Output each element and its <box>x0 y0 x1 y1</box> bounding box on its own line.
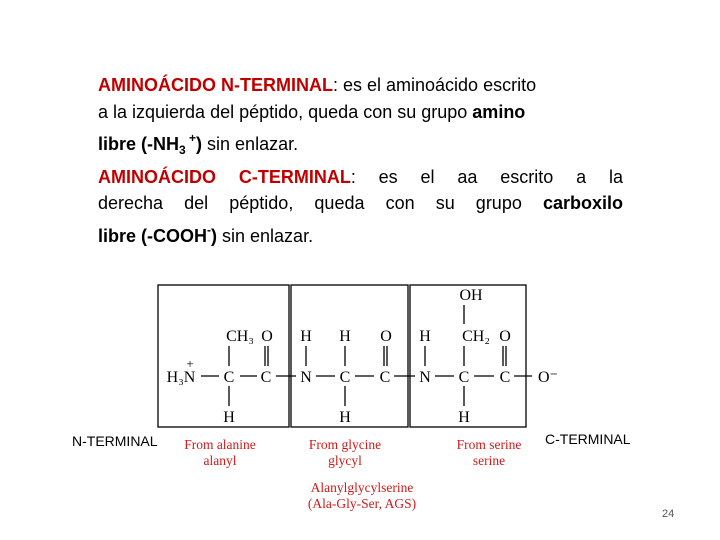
atom-oh: OH <box>459 287 483 304</box>
plus-charge: + <box>186 356 194 371</box>
label-glycyl: glycyl <box>328 453 362 468</box>
n-terminal-label: N-TERMINAL <box>72 433 158 449</box>
atom-o-minus: O⁻ <box>538 369 558 386</box>
c-terminal-title: AMINOÁCIDO C-TERMINAL <box>98 166 351 187</box>
label-from-serine: From serine <box>456 437 522 452</box>
atom-h-1: H <box>300 328 312 345</box>
alanine-box <box>158 285 289 427</box>
atom-ch2: CH₂ <box>462 328 490 345</box>
atom-h-5: H <box>339 409 351 426</box>
atom-o-3: O <box>499 328 511 345</box>
atom-n-1: N <box>300 369 312 386</box>
c-terminal-label: C-TERMINAL <box>545 431 631 447</box>
carboxilo-term: carboxilo <box>542 193 623 213</box>
label-from-alanine: From alanine <box>184 437 256 452</box>
n-terminal-title: AMINOÁCIDO N-TERMINAL <box>98 75 333 95</box>
label-serine: serine <box>472 453 506 468</box>
page-number: 24 <box>662 508 675 520</box>
cooh-formula: libre (-COOH-) <box>98 222 218 246</box>
nh3-formula: libre ($-NH_3$ +) <box>98 131 203 157</box>
atom-o-2: O <box>380 328 392 345</box>
atom-c-1: C <box>223 369 235 386</box>
atom-n-2: N <box>419 369 431 386</box>
atom-c-6: C <box>499 369 511 386</box>
serine-box <box>410 285 526 427</box>
amino-term: amino <box>472 101 526 122</box>
atom-h-2: H <box>339 328 351 345</box>
c-terminal-text-1: : es el aa escrito a la <box>350 166 623 187</box>
atom-o-1: O <box>261 328 273 345</box>
atom-h-3: H <box>419 328 431 345</box>
atom-c-5: C <box>458 369 470 386</box>
n-terminal-text-1: : es el aminoácido escrito <box>332 75 537 95</box>
atom-h3n: H₃N <box>166 369 196 386</box>
label-alanyl: alanyl <box>203 453 237 468</box>
n-terminal-text-3: sin enlazar. <box>202 134 299 154</box>
label-peptide-abbr: (Ala-Gly-Ser, AGS) <box>307 496 417 511</box>
c-terminal-text-3: sin enlazar. <box>217 225 314 246</box>
c-terminal-text-2: derecha del péptido, queda con su grupo <box>98 193 522 213</box>
atom-c-4: C <box>379 369 391 386</box>
n-terminal-text-2: a la izquierda del péptido, queda con su grupo <box>98 101 468 122</box>
label-peptide-name: Alanylglycylserine <box>310 480 414 495</box>
atom-h-6: H <box>458 409 470 426</box>
atom-h-4: H <box>223 409 235 426</box>
atom-c-2: C <box>260 369 272 386</box>
atom-c-3: C <box>339 369 351 386</box>
glycine-box <box>291 285 408 427</box>
atom-ch3: CH₃ <box>226 328 254 345</box>
label-from-glycine: From glycine <box>308 437 382 452</box>
